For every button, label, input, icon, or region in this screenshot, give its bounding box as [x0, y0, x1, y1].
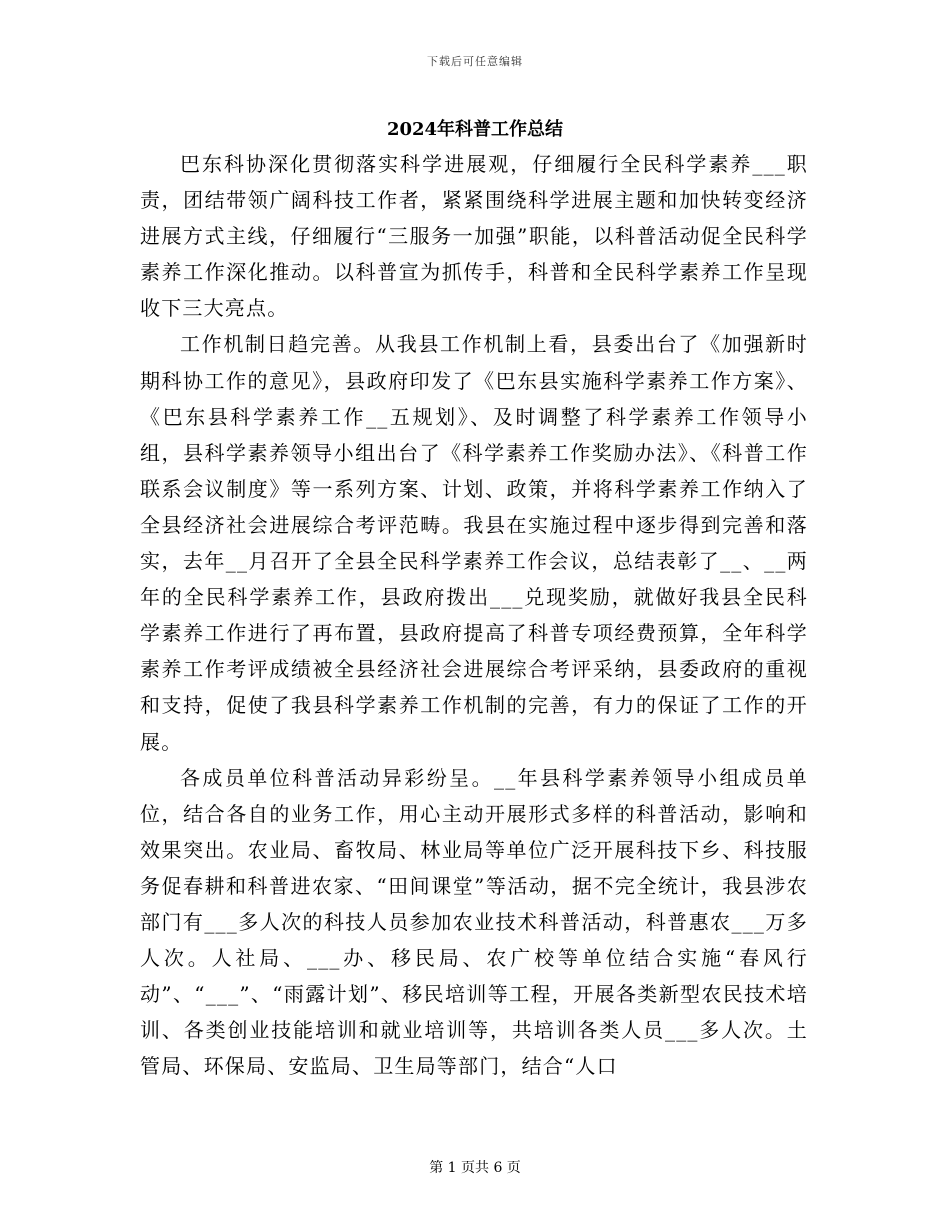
document-title: 2024年科普工作总结	[386, 119, 564, 140]
paragraph-work-mechanism: 工作机制日趋完善。从我县工作机制上看，县委出台了《加强新时期科协工作的意见》，县政府印发了《巴东县实施科学素养工作方案》、《巴东县科学素养工作__五规划》、及时调整了科学素养工作领导小组，县科学素养领导小组出台了《科学素养工作奖励办法》、《科普工作联系会议制度》等一系列方案、计划、政策，并将科学素养工作纳入了全县经济社会进展综合考评范畴。我县在实施过程中逐步得到完善和落实，去年__月召开了全县全民科学素养工作会议，总结表彰了__、__两年的全民科学素养工作，县政府拨出___兑现奖励，就做好我县全民科学素养工作进行了再布置，县政府提高了科普专项经费预算，全年科学素养工作考评成绩被全县经济社会进展综合考评采纳，县委政府的重视和支持，促使了我县科学素养工作机制的完善，有力的保证了工作的开展。	[140, 332, 808, 754]
document-body	[140, 146, 808, 1084]
paragraph-member-activities: 各成员单位科普活动异彩纷呈。__年县科学素养领导小组成员单位，结合各自的业务工作，用心主动开展形式多样的科普活动，影响和效果突出。农业局、畜牧局、林业局等单位广泛开展科技下乡、科技服务促春耕和科普进农家、“田间课堂”等活动，据不完全统计，我县涉农部门有___多人次的科技人员参加农业技术科普活动，科普惠农___万多人次。人社局、___办、移民局、农广校等单位结合实施“春风行动”、“___”、“雨露计划”、移民培训等工程，开展各类新型农民技术培训、各类创业技能培训和就业培训等，共培训各类人员___多人次。土管局、环保局、安监局、卫生局等部门，结合“人口	[140, 765, 808, 1079]
paragraph-intro: 巴东科协深化贯彻落实科学进展观，仔细履行全民科学素养___职责，团结带领广阔科技工作者，紧紧围绕科学进展主题和加快转变经济进展方式主线，仔细履行“三服务一加强”职能，以科普活动促全民科学素养工作深化推动。以科普宣为抓传手，科普和全民科学素养工作呈现收下三大亮点。	[140, 152, 808, 321]
page-number: 第 1 页共 6 页	[429, 1160, 521, 1176]
page-header-note: 下载后可任意编辑	[427, 55, 523, 68]
